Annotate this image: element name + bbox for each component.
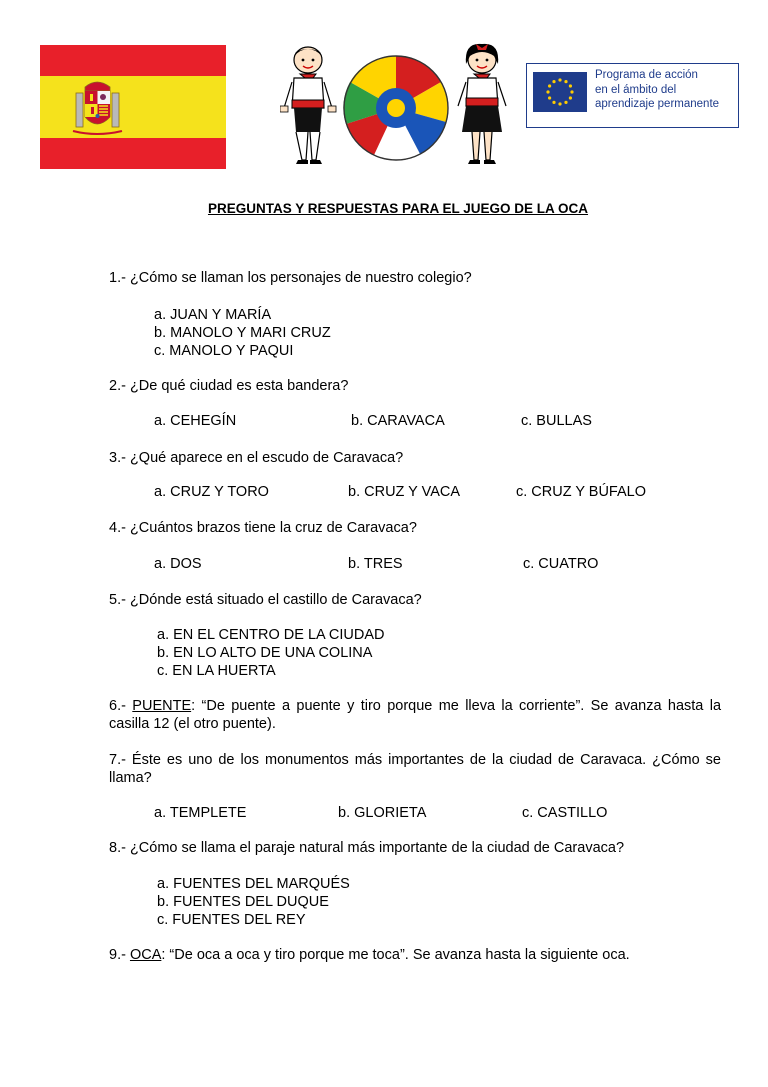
item-9-text: : “De oca a oca y tiro porque me toca”. Se avanza hasta la siguiente oca. <box>161 947 630 963</box>
question-4-option-c: c. CUATRO <box>523 556 599 572</box>
item-6-text: : “De puente a puente y tiro porque me lleva la corriente”. Se avanza hasta la casilla 12 (el otro puente). <box>109 698 722 732</box>
boy-character-icon <box>280 47 336 164</box>
question-3: 3.- ¿Qué aparece en el escudo de Caravaca? <box>109 450 404 466</box>
school-characters-image <box>280 42 512 170</box>
question-4: 4.- ¿Cuántos brazos tiene la cruz de Caravaca? <box>109 520 417 536</box>
question-7-option-b: b. GLORIETA <box>338 805 427 821</box>
question-1-option-a: a. JUAN Y MARÍA <box>154 307 272 323</box>
eu-lifelong-learning-logo <box>526 63 739 128</box>
question-8: 8.- ¿Cómo se llama el paraje natural más importante de la ciudad de Caravaca? <box>109 840 625 856</box>
item-9-keyword: OCA <box>129 947 162 963</box>
eu-text-line: Programa de acción <box>595 69 698 81</box>
eu-flag-icon <box>533 72 587 112</box>
item-9-prefix: 9.- <box>109 947 130 963</box>
question-8-option-c: c. FUENTES DEL REY <box>157 912 306 928</box>
question-3-option-b: b. CRUZ Y VACA <box>348 484 461 500</box>
eu-text-line: en el ámbito del <box>595 83 677 96</box>
question-1-option-b: b. MANOLO Y MARI CRUZ <box>154 325 331 341</box>
question-7-option-c: c. CASTILLO <box>522 805 608 821</box>
question-4-option-a: a. DOS <box>154 556 202 572</box>
question-1-option-c: c. MANOLO Y PAQUI <box>154 343 294 359</box>
item-6 <box>109 697 721 733</box>
flags-wheel-icon <box>343 56 448 160</box>
question-4-option-b: b. TRES <box>348 556 403 572</box>
question-2-option-b: b. CARAVACA <box>351 413 445 429</box>
question-8-option-a: a. FUENTES DEL MARQUÉS <box>157 876 350 892</box>
question-7: 7.- Éste es uno de los monumentos más importantes de la ciudad de Caravaca. ¿Cómo se llama? <box>109 752 721 786</box>
spain-flag-image <box>40 45 226 169</box>
question-5: 5.- ¿Dónde está situado el castillo de Caravaca? <box>109 592 422 608</box>
eu-text-line: aprendizaje permanente <box>595 98 720 110</box>
question-3-option-c: c. CRUZ Y BÚFALO <box>516 484 646 500</box>
question-2: 2.- ¿De qué ciudad es esta bandera? <box>109 378 349 394</box>
question-3-option-a: a. CRUZ Y TORO <box>154 484 269 500</box>
question-8-option-b: b. FUENTES DEL DUQUE <box>157 894 329 910</box>
question-5-option-a: a. EN EL CENTRO DE LA CIUDAD <box>157 627 385 643</box>
question-1: 1.- ¿Cómo se llaman los personajes de nuestro colegio? <box>109 270 472 286</box>
question-2-option-c: c. BULLAS <box>521 413 592 429</box>
question-2-option-a: a. CEHEGÍN <box>154 413 237 429</box>
question-5-option-c: c. EN LA HUERTA <box>157 663 276 679</box>
item-6-prefix: 6.- <box>109 698 133 714</box>
girl-character-icon <box>458 44 506 164</box>
question-5-option-b: b. EN LO ALTO DE UNA COLINA <box>157 645 373 661</box>
item-6-keyword: PUENTE <box>132 698 192 714</box>
question-7-option-a: a. TEMPLETE <box>154 805 247 821</box>
page-title: PREGUNTAS Y RESPUESTAS PARA EL JUEGO DE LA OCA <box>207 201 589 216</box>
item-9 <box>109 946 721 964</box>
